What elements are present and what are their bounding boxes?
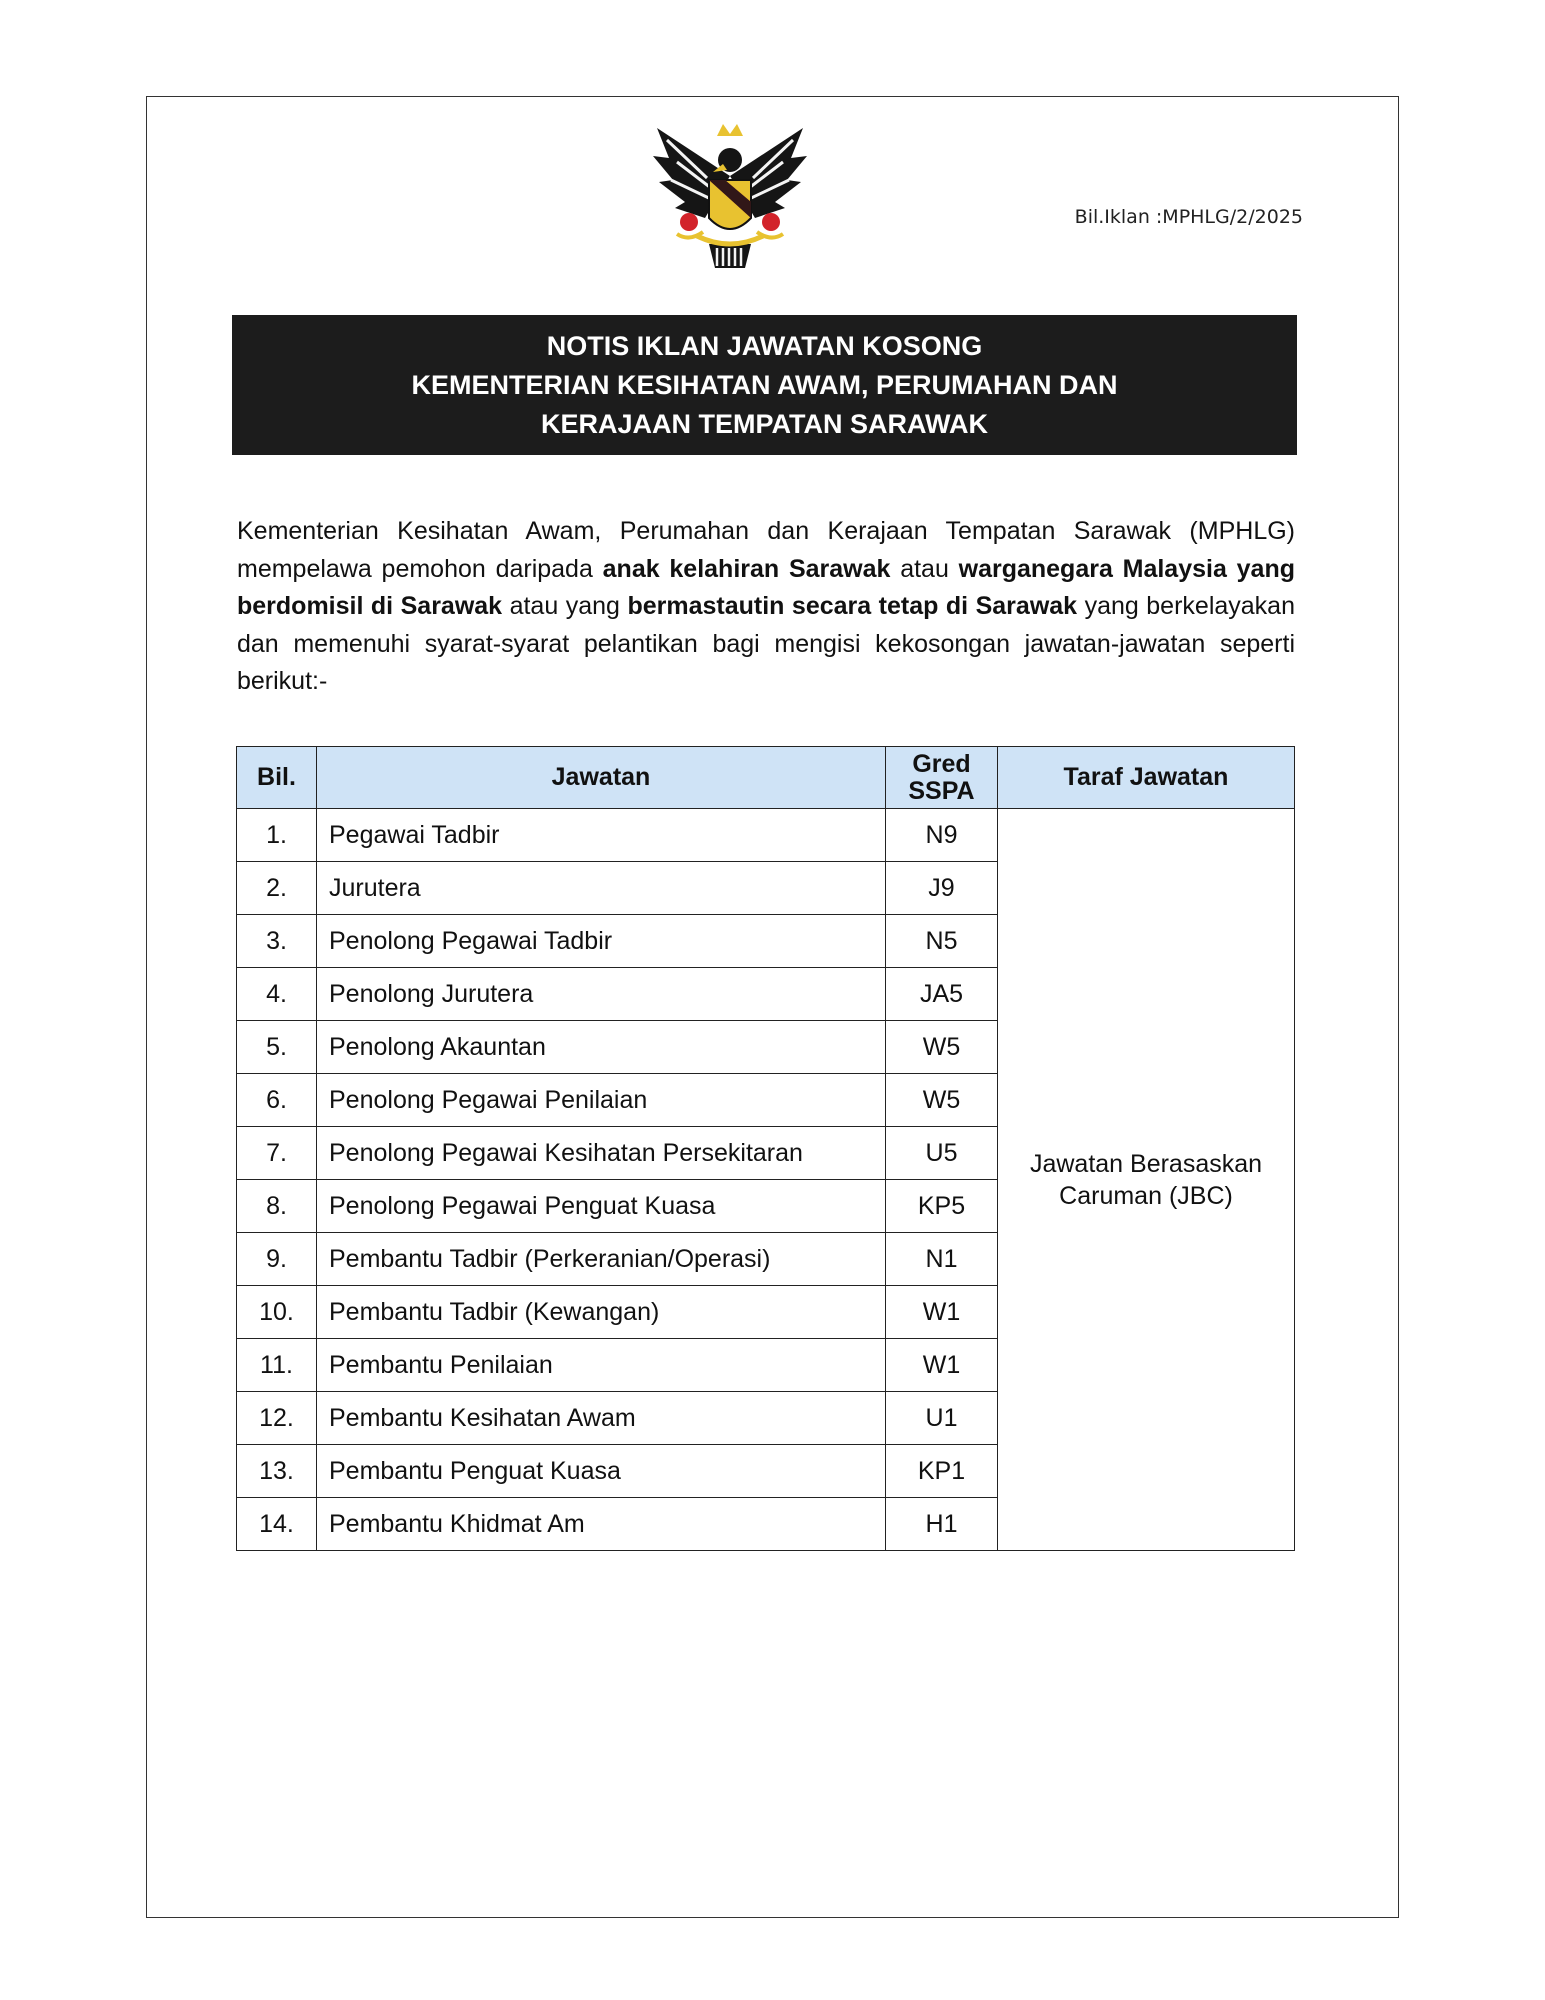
row-position: Pembantu Penguat Kuasa bbox=[317, 1445, 886, 1498]
header-bil: Bil. bbox=[237, 747, 317, 809]
row-number: 1. bbox=[237, 809, 317, 862]
row-number: 12. bbox=[237, 1392, 317, 1445]
row-position: Jurutera bbox=[317, 862, 886, 915]
header-jawatan: Jawatan bbox=[317, 747, 886, 809]
row-number: 6. bbox=[237, 1074, 317, 1127]
row-position: Penolong Pegawai Penilaian bbox=[317, 1074, 886, 1127]
row-number: 9. bbox=[237, 1233, 317, 1286]
row-number: 5. bbox=[237, 1021, 317, 1074]
row-grade: N5 bbox=[886, 915, 998, 968]
row-position: Penolong Pegawai Kesihatan Persekitaran bbox=[317, 1127, 886, 1180]
intro-paragraph bbox=[237, 513, 1295, 701]
intro-text-1: Kementerian Kesihatan Awam, Perumahan dan Kerajaan Tempatan Sarawak (MPHLG) mempelawa pemohon daripada bbox=[237, 517, 1295, 583]
row-grade: JA5 bbox=[886, 968, 998, 1021]
row-grade: KP5 bbox=[886, 1180, 998, 1233]
row-position: Penolong Pegawai Penguat Kuasa bbox=[317, 1180, 886, 1233]
status-line-1: Jawatan Berasaskan bbox=[1029, 1149, 1263, 1178]
row-grade: W1 bbox=[886, 1286, 998, 1339]
intro-bold-3: bermastautin secara tetap di Sarawak bbox=[627, 592, 1078, 620]
row-grade: W5 bbox=[886, 1074, 998, 1127]
row-number: 7. bbox=[237, 1127, 317, 1180]
row-number: 4. bbox=[237, 968, 317, 1021]
row-position: Pembantu Kesihatan Awam bbox=[317, 1392, 886, 1445]
intro-text-4: yang berkelayakan dan memenuhi syarat-syarat pelantikan bagi mengisi kekosongan jawatan-jawatan seperti berikut:- bbox=[237, 592, 1295, 695]
row-grade: H1 bbox=[886, 1498, 998, 1551]
row-position: Pembantu Tadbir (Perkeranian/Operasi) bbox=[317, 1233, 886, 1286]
row-position: Penolong Jurutera bbox=[317, 968, 886, 1021]
table-body bbox=[237, 809, 1295, 1551]
row-position: Pembantu Tadbir (Kewangan) bbox=[317, 1286, 886, 1339]
row-grade: U1 bbox=[886, 1392, 998, 1445]
header-gred-line2: SSPA bbox=[908, 776, 975, 805]
row-grade: U5 bbox=[886, 1127, 998, 1180]
row-grade: N1 bbox=[886, 1233, 998, 1286]
row-number: 8. bbox=[237, 1180, 317, 1233]
row-grade: W1 bbox=[886, 1339, 998, 1392]
header-gred bbox=[886, 747, 998, 809]
row-number: 3. bbox=[237, 915, 317, 968]
vacancy-table bbox=[236, 746, 1295, 1551]
row-position: Penolong Akauntan bbox=[317, 1021, 886, 1074]
row-grade: W5 bbox=[886, 1021, 998, 1074]
row-position: Pegawai Tadbir bbox=[317, 809, 886, 862]
row-number: 2. bbox=[237, 862, 317, 915]
notice-title-banner bbox=[232, 315, 1297, 455]
header-gred-line1: Gred bbox=[912, 749, 971, 778]
row-number: 11. bbox=[237, 1339, 317, 1392]
status-line-2: Caruman (JBC) bbox=[1059, 1181, 1233, 1210]
row-status-merged bbox=[998, 809, 1295, 1551]
intro-bold-1: anak kelahiran Sarawak bbox=[602, 554, 891, 583]
row-position: Pembantu Penilaian bbox=[317, 1339, 886, 1392]
intro-text-2: atau bbox=[890, 554, 959, 583]
intro-bold-2: warganegara Malaysia yang berdomisil di Sarawak bbox=[237, 554, 1295, 620]
row-grade: KP1 bbox=[886, 1445, 998, 1498]
banner-line-2: KEMENTERIAN KESIHATAN AWAM, PERUMAHAN DAN bbox=[411, 369, 1118, 400]
row-position: Penolong Pegawai Tadbir bbox=[317, 915, 886, 968]
sarawak-coat-of-arms-icon bbox=[647, 118, 813, 288]
row-grade: N9 bbox=[886, 809, 998, 862]
header-taraf: Taraf Jawatan bbox=[998, 747, 1295, 809]
row-position: Pembantu Khidmat Am bbox=[317, 1498, 886, 1551]
intro-text-3: atau yang bbox=[502, 592, 628, 620]
table-row bbox=[237, 809, 1295, 862]
advert-reference-number: Bil.Iklan :MPHLG/2/2025 bbox=[1074, 206, 1303, 228]
row-grade: J9 bbox=[886, 862, 998, 915]
table-header-row bbox=[237, 747, 1295, 809]
row-number: 13. bbox=[237, 1445, 317, 1498]
row-number: 10. bbox=[237, 1286, 317, 1339]
banner-line-3: KERAJAAN TEMPATAN SARAWAK bbox=[540, 408, 988, 439]
banner-line-1: NOTIS IKLAN JAWATAN KOSONG bbox=[546, 330, 983, 361]
row-number: 14. bbox=[237, 1498, 317, 1551]
